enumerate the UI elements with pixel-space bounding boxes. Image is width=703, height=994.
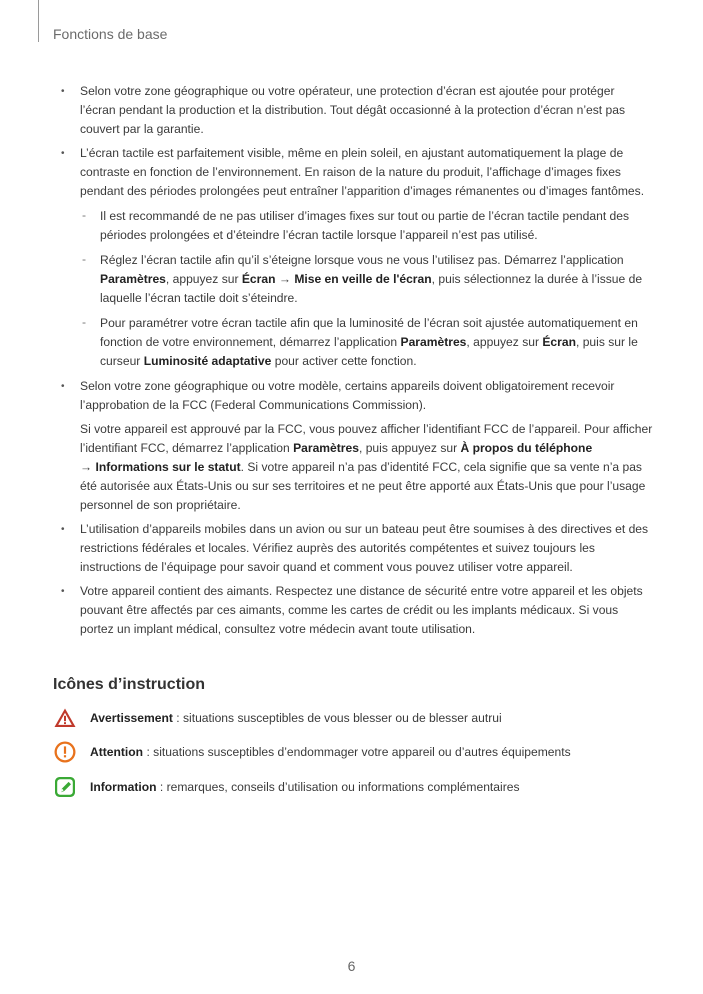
bullet-aircraft: • L’utilisation d’appareils mobiles dans un avion ou sur un bateau peut être soumises à des directives et des restrictions fédérales et locales. Vérifiez auprès des autorités compétentes et suivez toujours les instructions de l’équipage pour savoir quand et comment vous pouvez utiliser votre appareil. [58, 520, 653, 577]
warning-description: : situations susceptibles de vous blesser ou de blesser autrui [172, 711, 502, 725]
status-info-menu-name: Informations sur le statut [95, 460, 241, 474]
sub-item-fixed-images: - Il est recommandé de ne pas utiliser d’images fixes sur tout ou partie de l’écran tactile pendant des périodes prolongées et d’éteindre l’écran tactile lorsque l’appareil n’est pas utilisé. [80, 207, 653, 245]
note-description: : remarques, conseils d’utilisation ou informations complémentaires [156, 780, 520, 794]
body-content [58, 82, 653, 644]
sub-item-adaptive-brightness: - Pour paramétrer votre écran tactile afin que la luminosité de l’écran soit ajustée automatiquement en fonction de votre environnement, démarrez l’application Paramètres, appuyez sur Écran, puis sur le curseur Luminosité adaptative pour activer cette fonction. [80, 314, 653, 371]
bullet-magnets: • Votre appareil contient des aimants. Respectez une distance de sécurité entre votre appareil et les objets pouvant être affectés par ces aimants, comme les cartes de crédit ou les implants médicaux. Si vous portez un implant médical, consultez votre médecin avant toute utilisation. [58, 582, 653, 639]
note-row [53, 775, 520, 799]
section-header: Fonctions de base [53, 26, 168, 42]
sub-item-screen-timeout: - Réglez l’écran tactile afin qu’il s’éteigne lorsque vous ne vous l’utilisez pas. Démarrez l’application Paramètres, appuyez sur Écran → Mise en veille de l'écran, puis sélectionnez la durée à l’issue de laquelle l’écran tactile doit s’éteindre. [80, 251, 653, 308]
instruction-icons-heading: Icônes d’instruction [53, 676, 206, 693]
caution-row [53, 740, 571, 764]
arrow-icon: → [275, 272, 295, 286]
note-label: Information [90, 780, 157, 794]
bullet-touchscreen [58, 144, 653, 371]
settings-app-name: Paramètres [400, 335, 467, 349]
about-phone-menu-name: À propos du téléphone [460, 441, 593, 455]
settings-app-name: Paramètres [293, 441, 359, 455]
caution-description: : situations susceptibles d’endommager votre appareil ou d’autres équipements [143, 745, 571, 759]
touchscreen-sublist [80, 207, 653, 371]
caution-label: Attention [90, 745, 144, 759]
page-number: 6 [347, 958, 356, 974]
bullet-touchscreen-text: L’écran tactile est parfaitement visible, même en plein soleil, en ajustant automatiquement la plage de contraste en fonction de l’environnement. En raison de la nature du produit, l’affichage d’images fixes pendant des périodes prolongées peut entraîner l’apparition d’images rémanentes ou d’images fantômes. [80, 146, 645, 198]
note-pencil-icon [53, 775, 77, 799]
fcc-paragraph: Si votre appareil est approuvé par la FCC, vous pouvez afficher l’identifiant FCC de l’appareil. Pour afficher l’identifiant FCC, démarrez l’application Paramètres, puis appuyez sur À propos du téléphone → Informations sur le statut. Si votre appareil n’a pas d’identité FCC, cela signifie que sa vente n’a pas été autorisée aux États-Unis ou sur ses territoires et ne peut être apporté aux États-Unis que pour l’usage personnel de son propriétaire. [80, 422, 653, 512]
display-menu-name: Écran [241, 272, 276, 286]
warning-label: Avertissement [90, 711, 173, 725]
screen-timeout-menu-name: Mise en veille de l'écran [294, 272, 432, 286]
warning-triangle-icon [53, 706, 77, 730]
bullet-screen-protector: • Selon votre zone géographique ou votre opérateur, une protection d’écran est ajoutée pour protéger l’écran pendant la production et la distribution. Tout dégât occasionné à la protection d’écran n’est pas couvert par la garantie. [58, 82, 653, 139]
margin-rule [38, 0, 39, 42]
warning-row [53, 706, 502, 730]
adaptive-brightness-name: Luminosité adaptative [143, 354, 272, 368]
arrow-icon: → [80, 460, 96, 474]
bullet-fcc [58, 377, 653, 515]
settings-app-name: Paramètres [100, 272, 166, 286]
caution-circle-icon [53, 740, 77, 764]
display-menu-name: Écran [542, 335, 576, 349]
bullet-fcc-text: Selon votre zone géographique ou votre modèle, certains appareils doivent obligatoirement recevoir l’approbation de la FCC (Federal Communications Commission). [80, 379, 615, 412]
